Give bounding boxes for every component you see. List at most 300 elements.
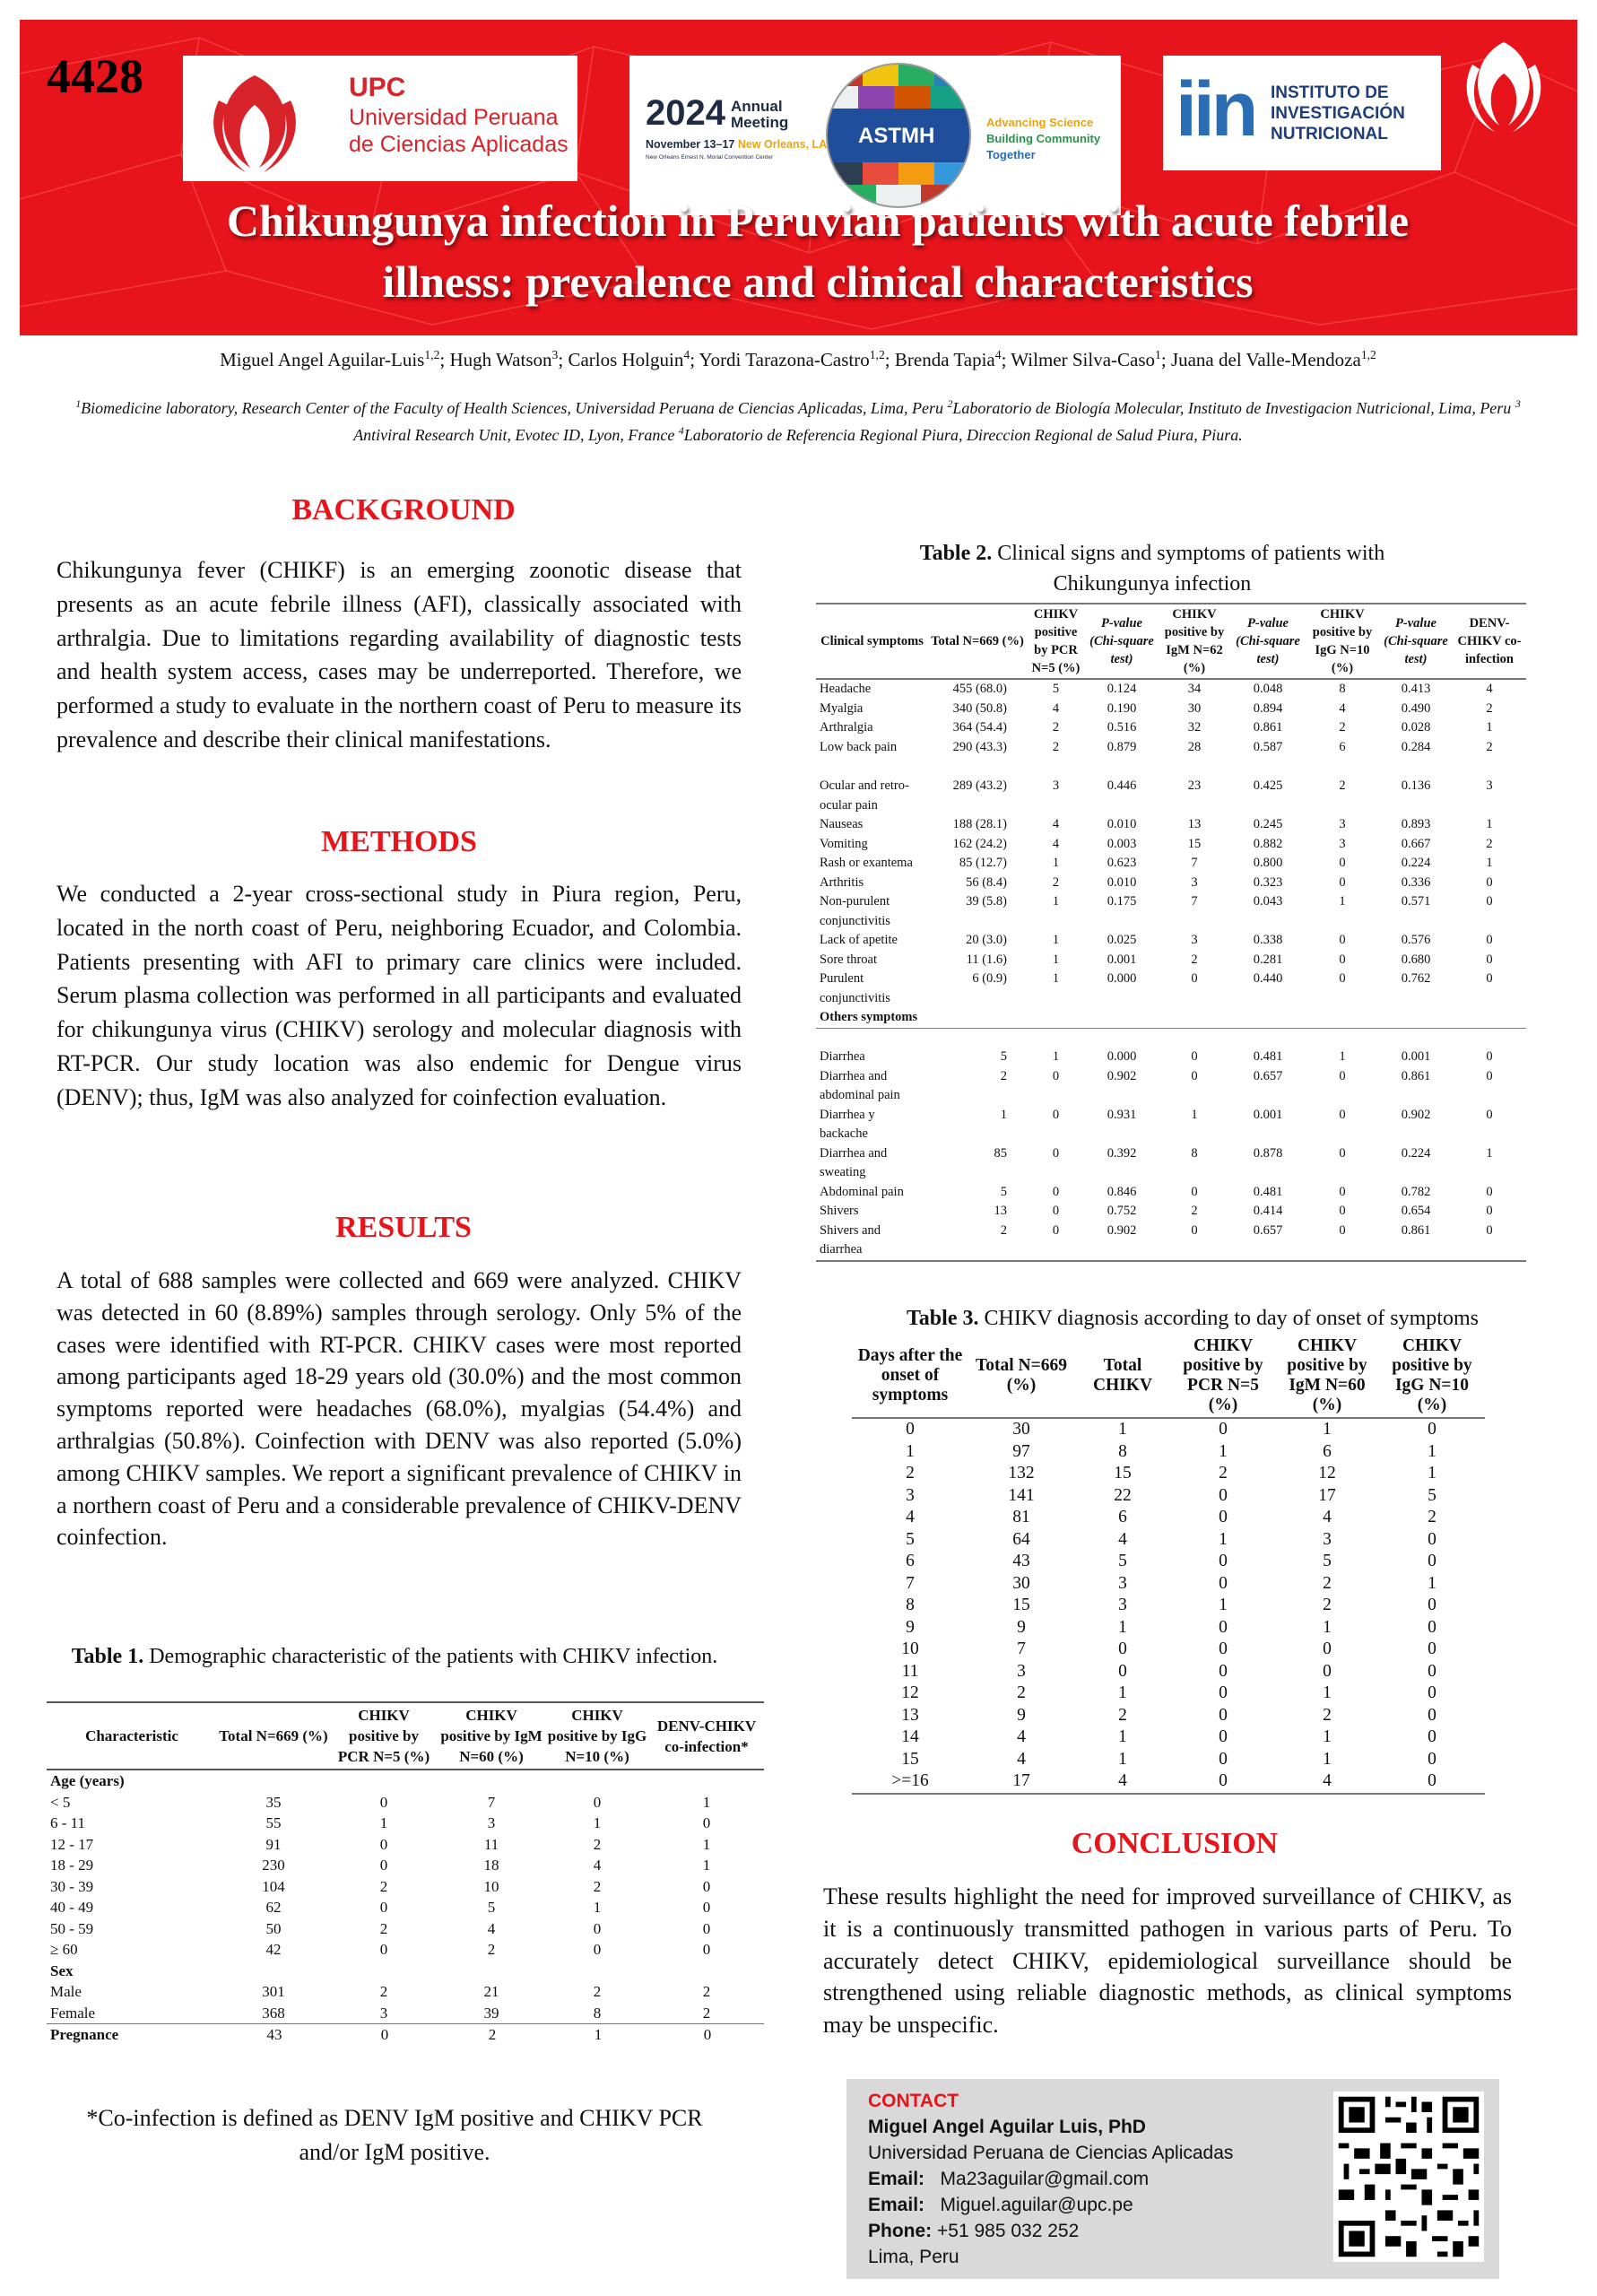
table-cell: 64: [1012, 1529, 1030, 1549]
table-cell: 0: [1486, 1068, 1493, 1083]
table-cell: 0: [1428, 1727, 1436, 1746]
iin-line2: INVESTIGACIÓN: [1271, 104, 1405, 123]
table-cell: 0: [1219, 1749, 1228, 1769]
table-cell: 18: [483, 1857, 499, 1874]
background-heading: BACKGROUND: [291, 493, 516, 526]
table-row: [852, 1507, 1485, 1529]
table-cell: 1: [594, 2026, 603, 2043]
table-cell: 3: [1486, 778, 1493, 793]
astmh-meeting: Meeting: [730, 114, 789, 131]
table-row: [852, 1441, 1485, 1464]
astmh-tag2: Building Community: [986, 132, 1101, 145]
table-cell: 2: [1486, 836, 1493, 851]
table-cell: 4: [1118, 1529, 1127, 1549]
table-cell: 2: [379, 1983, 388, 2000]
table-cell: 2: [1486, 739, 1493, 754]
table-cell: 0.025: [1107, 933, 1137, 947]
table-cell: 0: [1219, 1617, 1228, 1637]
table-cell: 5: [906, 1529, 915, 1549]
title-banner: [20, 20, 1577, 335]
table-header: CHIKV positive by IgG N=10 (%): [1312, 607, 1373, 675]
table-row: [47, 1792, 764, 1813]
table-cell: 0: [593, 1919, 602, 1937]
table-cell: 5: [1052, 682, 1060, 696]
table-cell: 7: [1191, 894, 1198, 909]
table-cell: 104: [262, 1877, 285, 1895]
table-row: [816, 970, 1526, 1008]
table-cell: 340 (50.8): [952, 700, 1007, 716]
table-header: DENV-CHIKV co-infection*: [656, 1717, 757, 1755]
table-cell: 0.490: [1401, 700, 1431, 716]
table-cell: 1: [1428, 1464, 1436, 1483]
table-cell: 3: [1339, 817, 1346, 831]
table-cell: 0: [379, 1793, 388, 1811]
contact-name: Miguel Angel Aguilar Luis, PhD: [868, 2117, 1146, 2137]
contact-email-link[interactable]: Miguel.aguilar@upc.pe: [940, 2195, 1133, 2215]
table-cell: 2: [593, 1835, 602, 1853]
table-cell: 0.446: [1107, 778, 1137, 793]
table-cell: 2: [702, 1983, 711, 2000]
table-cell: 0.000: [1107, 971, 1137, 986]
table-cell: 17: [1012, 1771, 1030, 1790]
table2-caption: Table 2. Clinical signs and symptoms of patients with Chikungunya infection: [919, 542, 1385, 596]
table-row: [852, 1661, 1485, 1683]
table-cell: Diarrhea and abdominal pain: [820, 1068, 900, 1102]
table-cell: 0.861: [1253, 720, 1283, 735]
qr-code-icon[interactable]: [1333, 2092, 1484, 2262]
table-cell: 32: [1187, 720, 1202, 735]
table-cell: 0.481: [1253, 1184, 1283, 1199]
table-cell: Myalgia: [820, 700, 864, 716]
table-row: [816, 718, 1526, 738]
table-cell: 13: [901, 1705, 919, 1725]
table3-onset-days: [852, 1335, 1485, 1795]
background-text: Chikungunya fever (CHIKF) is an emerging zoonotic disease that presents as an acute febrile illness (AFI), classically associated with arthralgia. Due to limitations regarding availability of diagnostic tests and health system access, cases may be underreported. Therefore, we performed a study to evaluate in the northern coast of Peru to measure its prevalence and describe their clinical manifestations.: [56, 557, 742, 752]
table-cell: 5: [487, 1899, 496, 1916]
table-cell: 0: [1486, 1107, 1493, 1122]
table-header: DENV-CHIKV co-infection: [1457, 616, 1522, 666]
table-cell: 162 (24.2): [952, 836, 1007, 851]
table-row: [816, 951, 1526, 970]
table-header: P-value (Chi-square test): [1089, 616, 1154, 666]
table-cell: 2: [1219, 1464, 1228, 1483]
astmh-city: New Orleans, LA: [737, 138, 828, 151]
table-cell: 0: [1428, 1705, 1436, 1725]
table-cell: 42: [265, 1941, 282, 1958]
table-cell: 0: [1052, 1145, 1060, 1161]
table-cell: 15: [1114, 1464, 1132, 1483]
table-row: [852, 1463, 1485, 1485]
table-cell: 0: [906, 1420, 915, 1439]
table-cell: Rash or exantema: [820, 856, 913, 870]
upc-flame-icon-right: [1454, 38, 1553, 136]
table-cell: 0.336: [1401, 874, 1431, 890]
upc-brand: UPC: [349, 73, 406, 102]
table-header: Total CHIKV: [1092, 1356, 1153, 1395]
table-cell: 9: [1017, 1617, 1026, 1637]
table1-demographics: [47, 1701, 764, 2046]
table-header: Characteristic: [85, 1727, 178, 1744]
table-cell: 0: [1428, 1617, 1436, 1637]
table-cell: 4: [1339, 700, 1346, 716]
table1-caption: Table 1. Demographic characteristic of the patients with CHIKV infection.: [71, 1645, 718, 1668]
astmh-tag1: Advancing Science: [986, 116, 1094, 129]
table-cell: 6: [1339, 739, 1346, 754]
table-cell: 0: [1339, 971, 1346, 986]
table-row: [852, 1418, 1485, 1441]
table-row: [47, 1876, 764, 1898]
table-cell: 0: [1486, 971, 1493, 986]
table-cell: 30: [1012, 1420, 1030, 1439]
table-cell: 1: [1486, 1145, 1493, 1161]
table-row: [852, 1770, 1485, 1794]
astmh-tag3: Together: [986, 148, 1036, 161]
table-row: [816, 738, 1526, 758]
table-cell: 2: [702, 2004, 711, 2022]
table-cell: 0: [1052, 1222, 1060, 1238]
table-cell: 11: [901, 1661, 919, 1681]
table-cell: 0: [1339, 1204, 1346, 1218]
contact-institution: Universidad Peruana de Ciencias Aplicadas: [868, 2143, 1234, 2163]
table-cell: 0.654: [1401, 1204, 1431, 1218]
table-cell: 0.846: [1107, 1184, 1137, 1199]
table-cell: 1: [379, 1814, 388, 1831]
astmh-venue: New Orleans Ernest N. Morial Convention Center: [646, 154, 773, 161]
upc-name-line1: Universidad Peruana: [349, 105, 559, 130]
results-text: A total of 688 samples were collected and 669 were analyzed. CHIKV was detected in 60 (8.89%) samples through serology. Only 5% of the cases were identified with RT-PCR. CHIKV cases were most reported among participants aged 18-29 years old (30.0%) and the most common symptoms reported were headaches (68.0%), myalgias (54.4%) and arthralgias (50.8%). Coinfection with DENV was also reported (5.0%) among CHIKV samples. We report a significant prevalence of CHIKV in a northern coast of Peru and a considerable prevalence of CHIKV-DENV coinfection.: [56, 1267, 742, 1551]
table-cell: 4: [906, 1508, 915, 1526]
table-cell: 0.782: [1401, 1184, 1431, 1199]
table-cell: 1: [593, 1814, 602, 1831]
affiliation: Laboratorio de Referencia Regional Piura, Direccion Regional de Salud Piura, Piura.: [683, 426, 1243, 444]
table-cell: 2: [1486, 700, 1493, 716]
table-cell: 0: [1118, 1661, 1127, 1681]
table-cell: 1: [702, 1793, 711, 1811]
upc-name-line2: de Ciencias Aplicadas: [349, 132, 568, 157]
contact-city: Lima, Peru: [868, 2247, 959, 2267]
table-cell: 1: [1323, 1617, 1332, 1637]
table-cell: 4: [1118, 1771, 1127, 1790]
table-row: [852, 1617, 1485, 1639]
table-cell: 0.048: [1253, 682, 1283, 696]
table-cell: 39 (5.8): [966, 894, 1007, 909]
table-cell: 1: [1486, 817, 1493, 831]
table-row: [852, 1639, 1485, 1661]
table-cell: 1: [1323, 1683, 1332, 1702]
table-cell: 0.879: [1107, 739, 1137, 754]
table-cell: 0: [702, 1814, 711, 1831]
table-cell: 230: [262, 1857, 285, 1874]
table-cell: Diarrhea y backache: [820, 1107, 875, 1141]
table-cell: 8: [1118, 1441, 1127, 1461]
table-cell: 0.414: [1253, 1204, 1283, 1218]
table-cell: 9: [1017, 1705, 1026, 1725]
table-cell: 0: [1339, 1145, 1346, 1161]
table-cell: 97: [1012, 1441, 1030, 1461]
table-header: P-value (Chi-square test): [1236, 616, 1300, 666]
table-cell: 0: [1339, 1107, 1346, 1122]
table-cell: < 5: [50, 1793, 71, 1811]
table-cell: 1: [906, 1441, 915, 1461]
table-cell: 0: [1219, 1683, 1228, 1702]
table-cell: 7: [487, 1793, 496, 1811]
table-cell: 1: [1118, 1727, 1127, 1746]
table-row: [816, 700, 1526, 719]
table-cell: 289 (43.2): [952, 778, 1007, 793]
table-row: [816, 815, 1526, 835]
table-row: [816, 835, 1526, 855]
table-cell: Lack of apetite: [820, 933, 898, 947]
table-cell: 0.010: [1107, 874, 1137, 890]
table-cell: 8: [906, 1596, 915, 1614]
table-cell: 1: [1339, 1049, 1346, 1064]
table-cell: 6 (0.9): [972, 971, 1007, 986]
table-cell: 1: [1052, 1049, 1060, 1064]
table-cell: 15: [1187, 836, 1202, 851]
table-header: CHIKV positive by IgG N=10 (%): [547, 1707, 647, 1765]
table-header: CHIKV positive by IgM N=60 (%): [440, 1707, 542, 1765]
results-heading: RESULTS: [335, 1211, 472, 1244]
table-cell: 0: [702, 1919, 711, 1937]
table-cell: Female: [50, 2004, 96, 2022]
table-cell: Abdominal pain: [820, 1184, 904, 1199]
table-cell: 85 (12.7): [959, 856, 1007, 870]
table-cell: 0.861: [1401, 1222, 1431, 1238]
table-cell: 15: [901, 1749, 919, 1769]
table-cell: 8: [593, 2004, 602, 2022]
table-cell: 2: [1339, 720, 1346, 735]
methods-heading: METHODS: [321, 825, 477, 858]
table-cell: 85: [994, 1145, 1007, 1161]
table-cell: 0: [703, 2026, 712, 2043]
table-cell: 5: [1323, 1552, 1332, 1570]
table-cell: 3: [1052, 778, 1060, 793]
table-cell: 12: [1318, 1464, 1336, 1483]
table-header: Clinical symptoms: [820, 634, 924, 648]
table-cell: 2: [593, 1877, 602, 1895]
table-row: [852, 1529, 1485, 1552]
table-cell: 0.894: [1253, 700, 1283, 716]
contact-email-link[interactable]: Ma23aguilar@gmail.com: [940, 2169, 1150, 2189]
table-cell: 132: [1008, 1464, 1035, 1483]
table-group-label: Sex: [50, 1961, 74, 1979]
table-cell: 0: [1486, 952, 1493, 967]
table-cell: 1: [1486, 856, 1493, 870]
table-cell: 0.281: [1253, 952, 1283, 967]
table-cell: 7: [1191, 856, 1198, 870]
table-cell: 0: [1339, 1068, 1346, 1083]
affiliation: Laboratorio de Biología Molecular, Instituto de Investigacion Nutricional, Lima, Peru: [952, 399, 1515, 417]
contact-phone: +51 985 032 252: [937, 2221, 1080, 2241]
table-cell: 0: [379, 1941, 388, 1958]
table-cell: 0: [1118, 1639, 1127, 1658]
table-cell: 0.623: [1107, 856, 1137, 870]
table-header: CHIKV positive by IgM N=62 (%): [1164, 607, 1225, 675]
poster-number: 4428: [47, 49, 143, 103]
table-cell: 12 - 17: [50, 1835, 94, 1853]
table-cell: 0: [1219, 1639, 1228, 1658]
table-cell: 17: [1318, 1485, 1336, 1505]
table-cell: 0: [1219, 1661, 1228, 1681]
author: Brenda Tapia: [894, 349, 995, 370]
table-cell: 1: [1052, 894, 1060, 909]
author: Juana del Valle-Mendoza: [1170, 349, 1361, 370]
table-cell: 2: [906, 1464, 915, 1483]
table-cell: 0.878: [1253, 1145, 1283, 1161]
table-cell: 0: [1428, 1552, 1436, 1570]
table-cell: 0.893: [1401, 817, 1431, 831]
table-cell: 1: [702, 1835, 711, 1853]
table-group-label: Others symptoms: [816, 1008, 1526, 1028]
table-cell: 0: [1428, 1683, 1436, 1702]
table-cell: 0: [1219, 1420, 1228, 1439]
table-header: CHIKV positive by PCR N=5 (%): [1183, 1336, 1263, 1414]
table-cell: 6: [1323, 1441, 1332, 1461]
table-cell: 1: [1323, 1727, 1332, 1746]
table-cell: 0.680: [1401, 952, 1431, 967]
table-cell: Non-purulent conjunctivitis: [820, 894, 890, 928]
table-cell: 0.752: [1107, 1204, 1137, 1218]
table-cell: 0: [1219, 1485, 1228, 1505]
table-cell: 7: [906, 1573, 915, 1593]
table-cell: 0.882: [1253, 836, 1283, 851]
table-cell: 81: [1012, 1508, 1030, 1526]
table-row: [852, 1551, 1485, 1573]
title-line1: Chikungunya infection in Peruvian patients with acute febrile: [226, 196, 1410, 246]
table-cell: 62: [265, 1899, 282, 1916]
table-cell: 0: [1219, 1508, 1228, 1526]
table-cell: 364 (54.4): [952, 720, 1007, 735]
table-cell: 2: [1191, 1204, 1198, 1218]
table-cell: ≥ 60: [50, 1941, 78, 1958]
table-row: [852, 1705, 1485, 1727]
table-cell: 11 (1.6): [966, 952, 1007, 967]
table-cell: 4: [1017, 1749, 1026, 1769]
table-cell: 30: [1187, 700, 1202, 716]
table-cell: 2: [1000, 1222, 1007, 1238]
table-cell: 301: [262, 1983, 285, 2000]
table-cell: 1: [1000, 1107, 1007, 1122]
table-cell: 2: [1052, 874, 1060, 890]
table-cell: 4: [1323, 1508, 1332, 1526]
table-cell: Diarrhea: [820, 1049, 865, 1064]
table-cell: 0: [1486, 1184, 1493, 1199]
table-cell: 0.001: [1401, 1049, 1431, 1064]
table-cell: 1: [1219, 1441, 1228, 1461]
table-row: [816, 892, 1526, 931]
table-cell: 0: [1428, 1771, 1436, 1790]
table-cell: 8: [1191, 1145, 1198, 1161]
table-cell: 2: [1118, 1705, 1127, 1725]
table-cell: 34: [1187, 682, 1202, 696]
table-cell: 2: [1339, 778, 1346, 793]
table-cell: 0: [1339, 1222, 1346, 1238]
table-cell: 4: [1052, 817, 1060, 831]
table-cell: 1: [1052, 971, 1060, 986]
table-cell: 0.425: [1253, 778, 1283, 793]
table-row: [852, 1749, 1485, 1771]
table-cell: 0.224: [1401, 856, 1431, 870]
table-cell: 0.124: [1107, 682, 1137, 696]
table-cell: 6: [906, 1552, 915, 1570]
table-cell: Shivers: [820, 1204, 859, 1218]
table-cell: Diarrhea and sweating: [820, 1145, 888, 1179]
table-cell: 1: [1118, 1749, 1127, 1769]
table-cell: 0.245: [1253, 817, 1283, 831]
table-row: [816, 1202, 1526, 1222]
table-cell: 0.440: [1253, 971, 1283, 986]
table-cell: 30 - 39: [50, 1877, 94, 1895]
table-row: [47, 2003, 764, 2024]
table-row: [47, 1918, 764, 1940]
table-cell: 39: [483, 2004, 499, 2022]
table-cell: 14: [901, 1727, 919, 1746]
table-cell: 4: [1052, 836, 1060, 851]
table-cell: 0.516: [1107, 720, 1137, 735]
table-row: [816, 1106, 1526, 1144]
table-cell: 2: [1052, 739, 1060, 754]
table-cell: 0: [1052, 1204, 1060, 1218]
table3-caption: Table 3. CHIKV diagnosis according to day of onset of symptoms: [907, 1307, 1479, 1330]
table-cell: 1: [1323, 1420, 1332, 1439]
table-group-row: [47, 1961, 764, 1982]
table-cell: 0: [1052, 1068, 1060, 1083]
table-cell: 1: [1052, 952, 1060, 967]
table-row: [852, 1726, 1485, 1749]
table-cell: 0.028: [1401, 720, 1431, 735]
author: Hugh Watson: [449, 349, 552, 370]
table-cell: 1: [1118, 1683, 1127, 1702]
table-cell: 4: [1323, 1771, 1332, 1790]
table-cell: 1: [1486, 720, 1493, 735]
table-cell: 0: [1339, 952, 1346, 967]
table-spacer-row: [816, 1028, 1526, 1048]
table-cell: 0: [1486, 1222, 1493, 1238]
table-cell: 2: [1323, 1705, 1332, 1725]
table-cell: 0.010: [1107, 817, 1137, 831]
table2-clinical-symptoms: [816, 603, 1526, 1262]
table-cell: 2: [1323, 1573, 1332, 1593]
contact-box: CONTACT Miguel Angel Aguilar Luis, PhD Universidad Peruana de Ciencias Aplicadas Email: Ma23aguilar@gmail.com Email: Miguel.aguilar@upc.pe Phone: +51 985 032 252 Lima, Peru: [846, 2079, 1499, 2279]
table-header: CHIKV positive by PCR N=5 (%): [1031, 607, 1081, 675]
table-cell: 0.800: [1253, 856, 1283, 870]
table-cell: 21: [483, 1983, 499, 2000]
table-cell: 4: [1052, 700, 1060, 716]
table-cell: 0: [380, 2026, 389, 2043]
table-cell: >=16: [891, 1771, 929, 1790]
table-cell: 4: [1017, 1727, 1026, 1746]
table-group-label: Age (years): [50, 1772, 125, 1789]
table-cell: 0.657: [1253, 1068, 1283, 1083]
table-cell: 0: [593, 1793, 602, 1811]
table-row: [852, 1573, 1485, 1596]
table-cell: 0.902: [1107, 1068, 1137, 1083]
table-cell: 0: [702, 1899, 711, 1916]
astmh-dates: November 13–17: [646, 138, 735, 151]
table-cell: 2: [1017, 1683, 1026, 1702]
table-cell: 0.571: [1401, 894, 1431, 909]
table-cell: 0: [1428, 1420, 1436, 1439]
table-cell: 3: [1323, 1529, 1332, 1549]
table-cell: 13: [1187, 817, 1202, 831]
table-cell: 1: [1339, 894, 1346, 909]
table-cell: 0: [1191, 1049, 1198, 1064]
conclusion-text: These results highlight the need for improved surveillance of CHIKV, as it is a continuously transmitted pathogen in various parts of Peru. To accurately detect CHIKV, epidemiological surveillance should be strengthened using reliable diagnostic methods, as clinical symptoms may be unspecific.: [823, 1883, 1512, 2039]
table-row: [852, 1683, 1485, 1705]
table-cell: 5: [1118, 1552, 1127, 1570]
table-cell: 1: [1118, 1420, 1127, 1439]
table-cell: 3: [1118, 1596, 1127, 1614]
